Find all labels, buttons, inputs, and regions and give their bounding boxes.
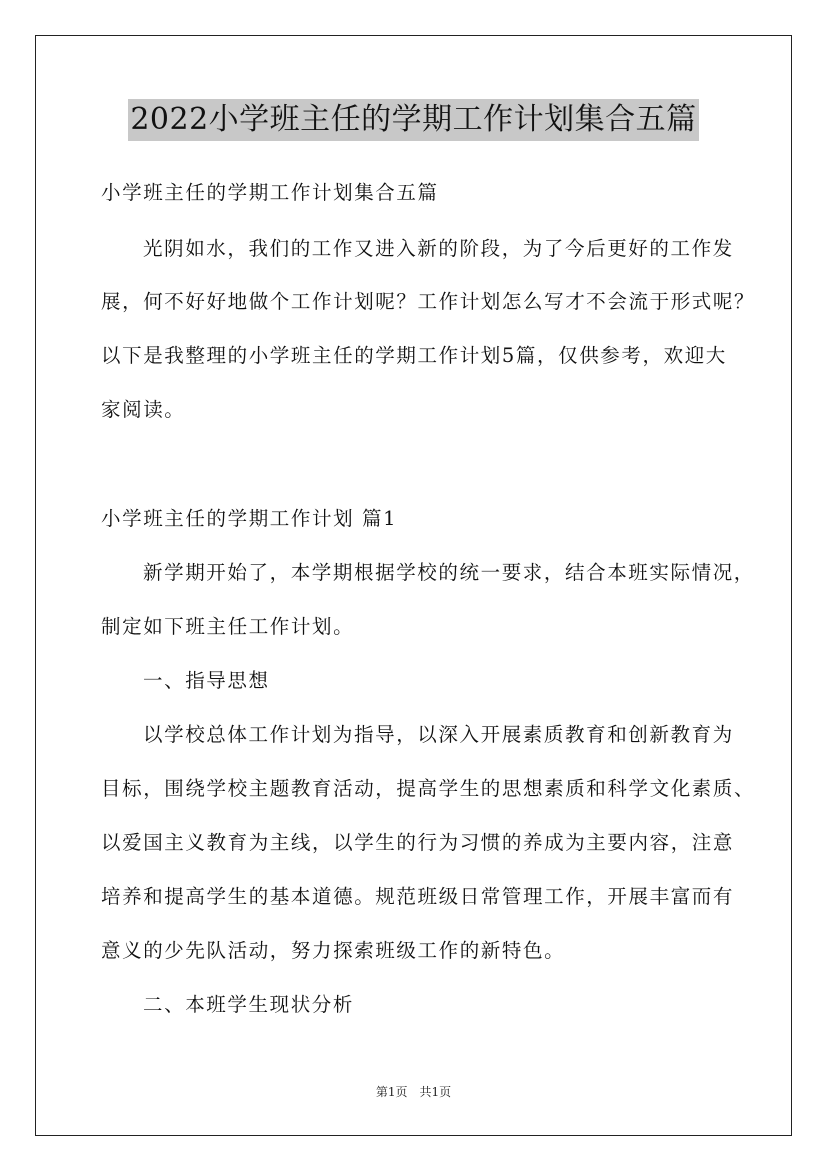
paragraph-line: 制定如下班主任工作计划。 <box>101 615 355 638</box>
paragraph-line: 目标，围绕学校主题教育活动，提高学生的思想素质和科学文化素质、 <box>101 777 756 800</box>
paragraph-line: 展，何不好好地做个工作计划呢？工作计划怎么写才不会流于形式呢？ <box>101 290 756 313</box>
document-title: 2022小学班主任的学期工作计划集合五篇 <box>128 99 698 141</box>
subtitle-line: 小学班主任的学期工作计划集合五篇 <box>101 181 439 204</box>
section-heading: 小学班主任的学期工作计划 篇1 <box>101 507 398 530</box>
paragraph-line: 以学校总体工作计划为指导，以深入开展素质教育和创新教育为 <box>143 723 734 746</box>
paragraph-line: 以爱国主义教育为主线，以学生的行为习惯的养成为主要内容，注意 <box>101 831 735 854</box>
subsection-heading: 一、指导思想 <box>143 669 270 692</box>
subsection-heading: 二、本班学生现状分析 <box>143 993 355 1016</box>
paragraph-line: 以下是我整理的小学班主任的学期工作计划5篇，仅供参考，欢迎大 <box>101 344 727 367</box>
paragraph-line: 家阅读。 <box>101 398 186 421</box>
paragraph-line: 培养和提高学生的基本道德。规范班级日常管理工作，开展丰富而有 <box>101 885 735 908</box>
title-wrap <box>0 99 827 141</box>
paragraph-line: 新学期开始了，本学期根据学校的统一要求，结合本班实际情况， <box>143 561 755 584</box>
paragraph-line: 光阴如水，我们的工作又进入新的阶段，为了今后更好的工作发 <box>143 237 734 260</box>
page-number: 第1页 共1页 <box>375 1085 452 1099</box>
paragraph-line: 意义的少先队活动，努力探索班级工作的新特色。 <box>101 939 566 962</box>
